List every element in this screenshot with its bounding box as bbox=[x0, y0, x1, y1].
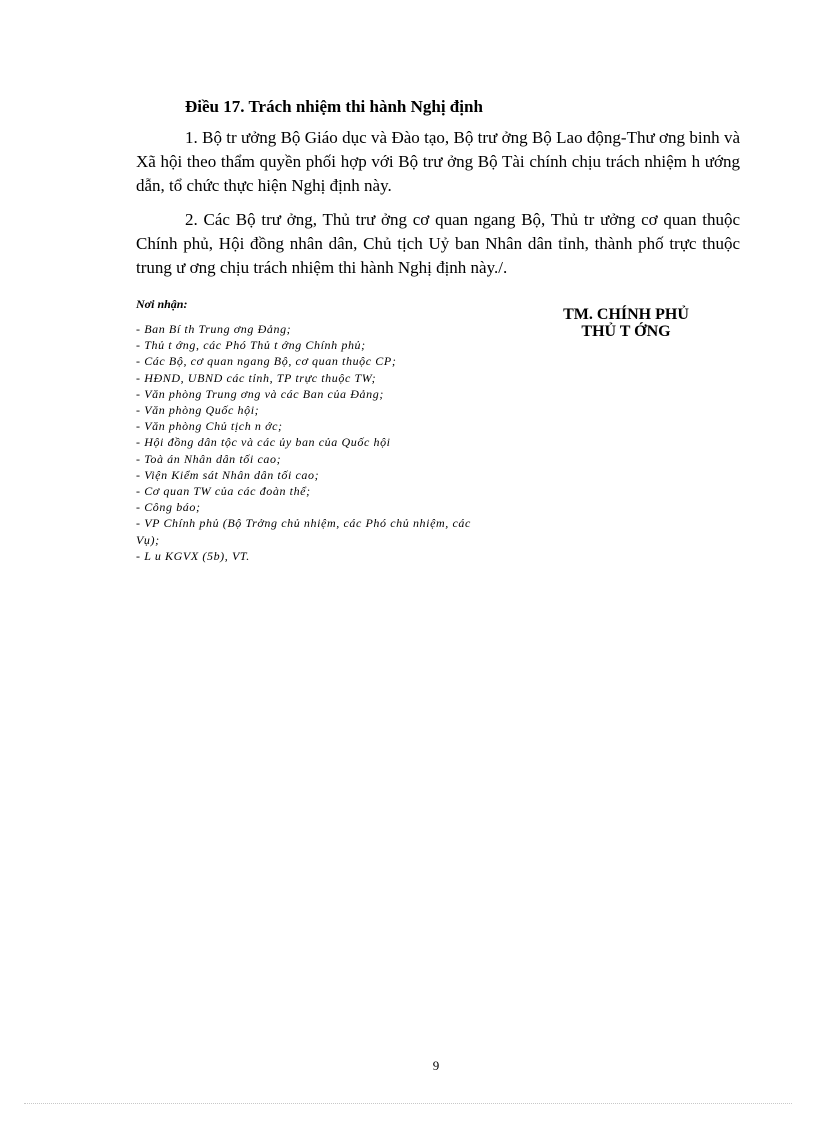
recipient-item: - Các Bộ, cơ quan ngang Bộ, cơ quan thuộc CP; bbox=[136, 354, 397, 369]
recipient-item: - Văn phòng Chủ tịch n ớc; bbox=[136, 419, 283, 434]
recipient-item: - Hội đồng dân tộc và các ủy ban của Quốc hội bbox=[136, 435, 391, 450]
recipient-item: - Toà án Nhân dân tối cao; bbox=[136, 451, 282, 466]
recipient-item: - L u KGVX (5b), VT. bbox=[136, 548, 250, 563]
recipient-item: - Công báo; bbox=[136, 500, 201, 515]
recipients-title: Nơi nhận: bbox=[136, 297, 188, 311]
recipient-item: - Văn phòng Quốc hội; bbox=[136, 403, 260, 418]
signature-title: TM. CHÍNH PHỦ bbox=[563, 306, 689, 323]
recipient-item: - Ban Bí th Trung ơng Đảng; bbox=[136, 322, 292, 336]
signature-position: THỦ T ỚNG bbox=[581, 323, 671, 340]
article-heading: Điều 17. Trách nhiệm thi hành Nghị định bbox=[185, 97, 483, 116]
article-paragraph-2: 2. Các Bộ trư ởng, Thủ trư ởng cơ quan ngang Bộ, Thủ tr ưởng cơ quan thuộc Chính phủ, Hội đồng nhân dân, Chủ tịch Uỷ ban Nhân dân tỉnh, thành phố trực thuộc trung ư ơng chịu trách nhiệm thi hành Nghị định này./. bbox=[136, 210, 740, 277]
recipient-item: - VP Chính phủ (Bộ Trởng chủ nhiệm, các Phó chủ nhiệm, các Vụ); bbox=[136, 516, 471, 547]
page-bottom-divider bbox=[24, 1103, 792, 1104]
recipient-item: - Viện Kiểm sát Nhân dân tối cao; bbox=[136, 467, 320, 482]
recipient-item: - Văn phòng Trung ơng và các Ban của Đảng; bbox=[136, 386, 384, 401]
recipients-block bbox=[136, 296, 481, 564]
recipient-item: - Thủ t ớng, các Phó Thủ t ớng Chính phủ; bbox=[136, 338, 366, 353]
page-number: 9 bbox=[432, 1058, 440, 1073]
signature-block bbox=[536, 306, 716, 340]
recipient-item: - HĐND, UBND các tỉnh, TP trực thuộc TW; bbox=[136, 370, 377, 385]
recipient-list bbox=[136, 321, 481, 564]
recipient-item: - Cơ quan TW của các đoàn thể; bbox=[136, 484, 311, 499]
article-paragraph-1: 1. Bộ tr ưởng Bộ Giáo dục và Đào tạo, Bộ trư ởng Bộ Lao động-Thư ơng binh và Xã hội theo thẩm quyền phối hợp với Bộ trư ởng Bộ Tài chính chịu trách nhiệm h ướng dẫn, tổ chức thực hiện Nghị định này. bbox=[136, 128, 740, 195]
